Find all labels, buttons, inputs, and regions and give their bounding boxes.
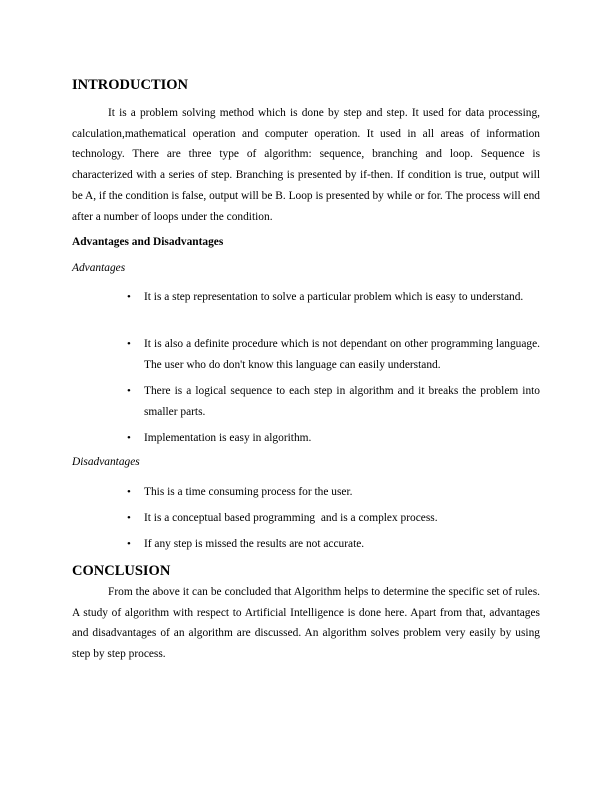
advantage-item-text: It is also a definite procedure which is not dependant on other programming language. The user who do don't know this language can easily understand. [144, 338, 540, 371]
advantage-item [127, 428, 540, 449]
disadvantages-label: Disadvantages [72, 456, 140, 468]
advantage-item [127, 381, 540, 422]
bullet-icon: • [127, 512, 131, 524]
bullet-icon: • [127, 338, 131, 350]
conclusion-heading: CONCLUSION [72, 563, 171, 579]
disadvantage-item-text: If any step is missed the results are not accurate. [144, 538, 365, 550]
advantage-item-text: It is a step representation to solve a particular problem which is easy to understand. [144, 291, 524, 303]
advantage-item [127, 287, 540, 308]
bullet-icon: • [127, 538, 131, 550]
disadvantage-item [127, 482, 540, 503]
disadvantage-item [127, 508, 540, 529]
bullet-icon: • [127, 385, 131, 397]
advantage-item-text: There is a logical sequence to each step in algorithm and it breaks the problem into smaller parts. [144, 385, 540, 418]
bullet-icon: • [127, 432, 131, 444]
disadvantage-item-text: This is a time consuming process for the user. [144, 486, 353, 498]
advantages-disadvantages-heading: Advantages and Disadvantages [72, 236, 224, 248]
disadvantage-item [127, 534, 540, 555]
advantage-item-text: Implementation is easy in algorithm. [144, 432, 312, 444]
conclusion-paragraph: From the above it can be concluded that Algorithm helps to determine the specific set of rules. A study of algorithm with respect to Artificial Intelligence is done here. Apart from that, advantages and disadvantages of an algorithm are discussed. An algorithm solves problem very easily by using step by step process. [72, 586, 540, 661]
advantage-item [127, 334, 540, 375]
bullet-icon: • [127, 291, 131, 303]
bullet-icon: • [127, 486, 131, 498]
advantages-label: Advantages [72, 262, 126, 274]
introduction-paragraph: It is a problem solving method which is done by step and step. It used for data processing, calculation,mathematical operation and computer operation. It used in all areas of information technology. There are three type of algorithm: sequence, branching and loop. Sequence is characterized with a series of step. Branching is presented by if-then. If condition is true, output will be A, if the condition is false, output will be B. Loop is presented by while or for. The process will end after a number of loops under the condition. [72, 107, 540, 223]
disadvantage-item-text: It is a conceptual based programming and is a complex process. [144, 512, 438, 524]
introduction-heading: INTRODUCTION [72, 77, 189, 93]
